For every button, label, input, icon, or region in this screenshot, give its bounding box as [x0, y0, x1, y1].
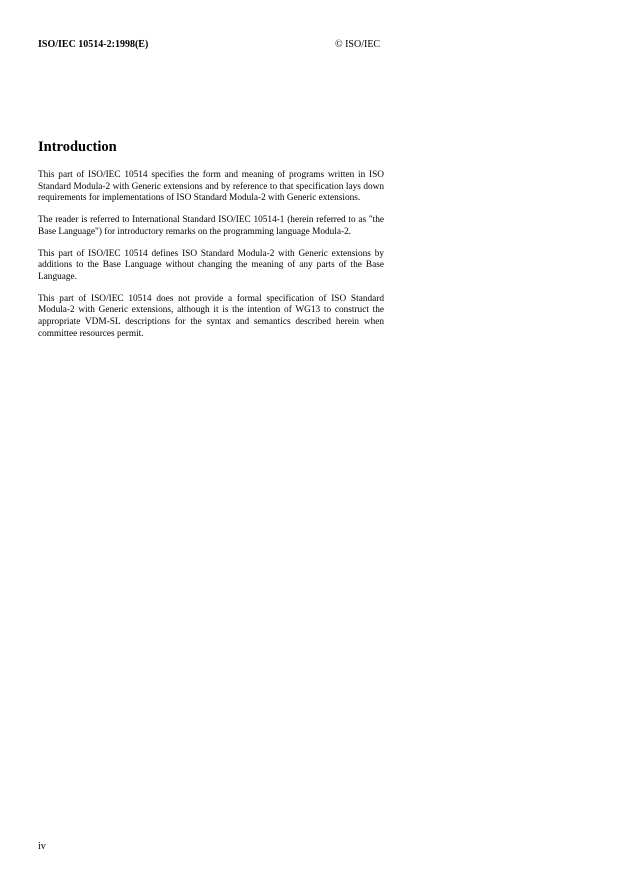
document-id: ISO/IEC 10514-2:1998(E) [38, 39, 149, 50]
introduction-body [38, 170, 384, 350]
copyright-notice: © ISO/IEC [335, 39, 381, 50]
page-number: iv [38, 841, 46, 852]
paragraph-base-language-reference: The reader is referred to International Standard ISO/IEC 10514-1 (herein referred to as "the Base Language") for introductory remarks on the programming language Modula-2. [38, 215, 384, 237]
paragraph-additions: This part of ISO/IEC 10514 defines ISO Standard Modula-2 with Generic extensions by additions to the Base Language without changing the meaning of any parts of the Base Language. [38, 248, 384, 282]
paragraph-scope: This part of ISO/IEC 10514 specifies the form and meaning of programs written in ISO Standard Modula-2 with Generic extensions and by reference to that specification lays down requirements for implementations of ISO Standard Modula-2 with Generic extensions. [38, 170, 384, 204]
paragraph-formal-specification: This part of ISO/IEC 10514 does not provide a formal specification of ISO Standard Modula-2 with Generic extensions, although it is the intention of WG13 to construct the appropriate VDM-SL descriptions for the syntax and semantics described herein when committee resources permit. [38, 293, 384, 339]
section-title: Introduction [38, 139, 117, 155]
